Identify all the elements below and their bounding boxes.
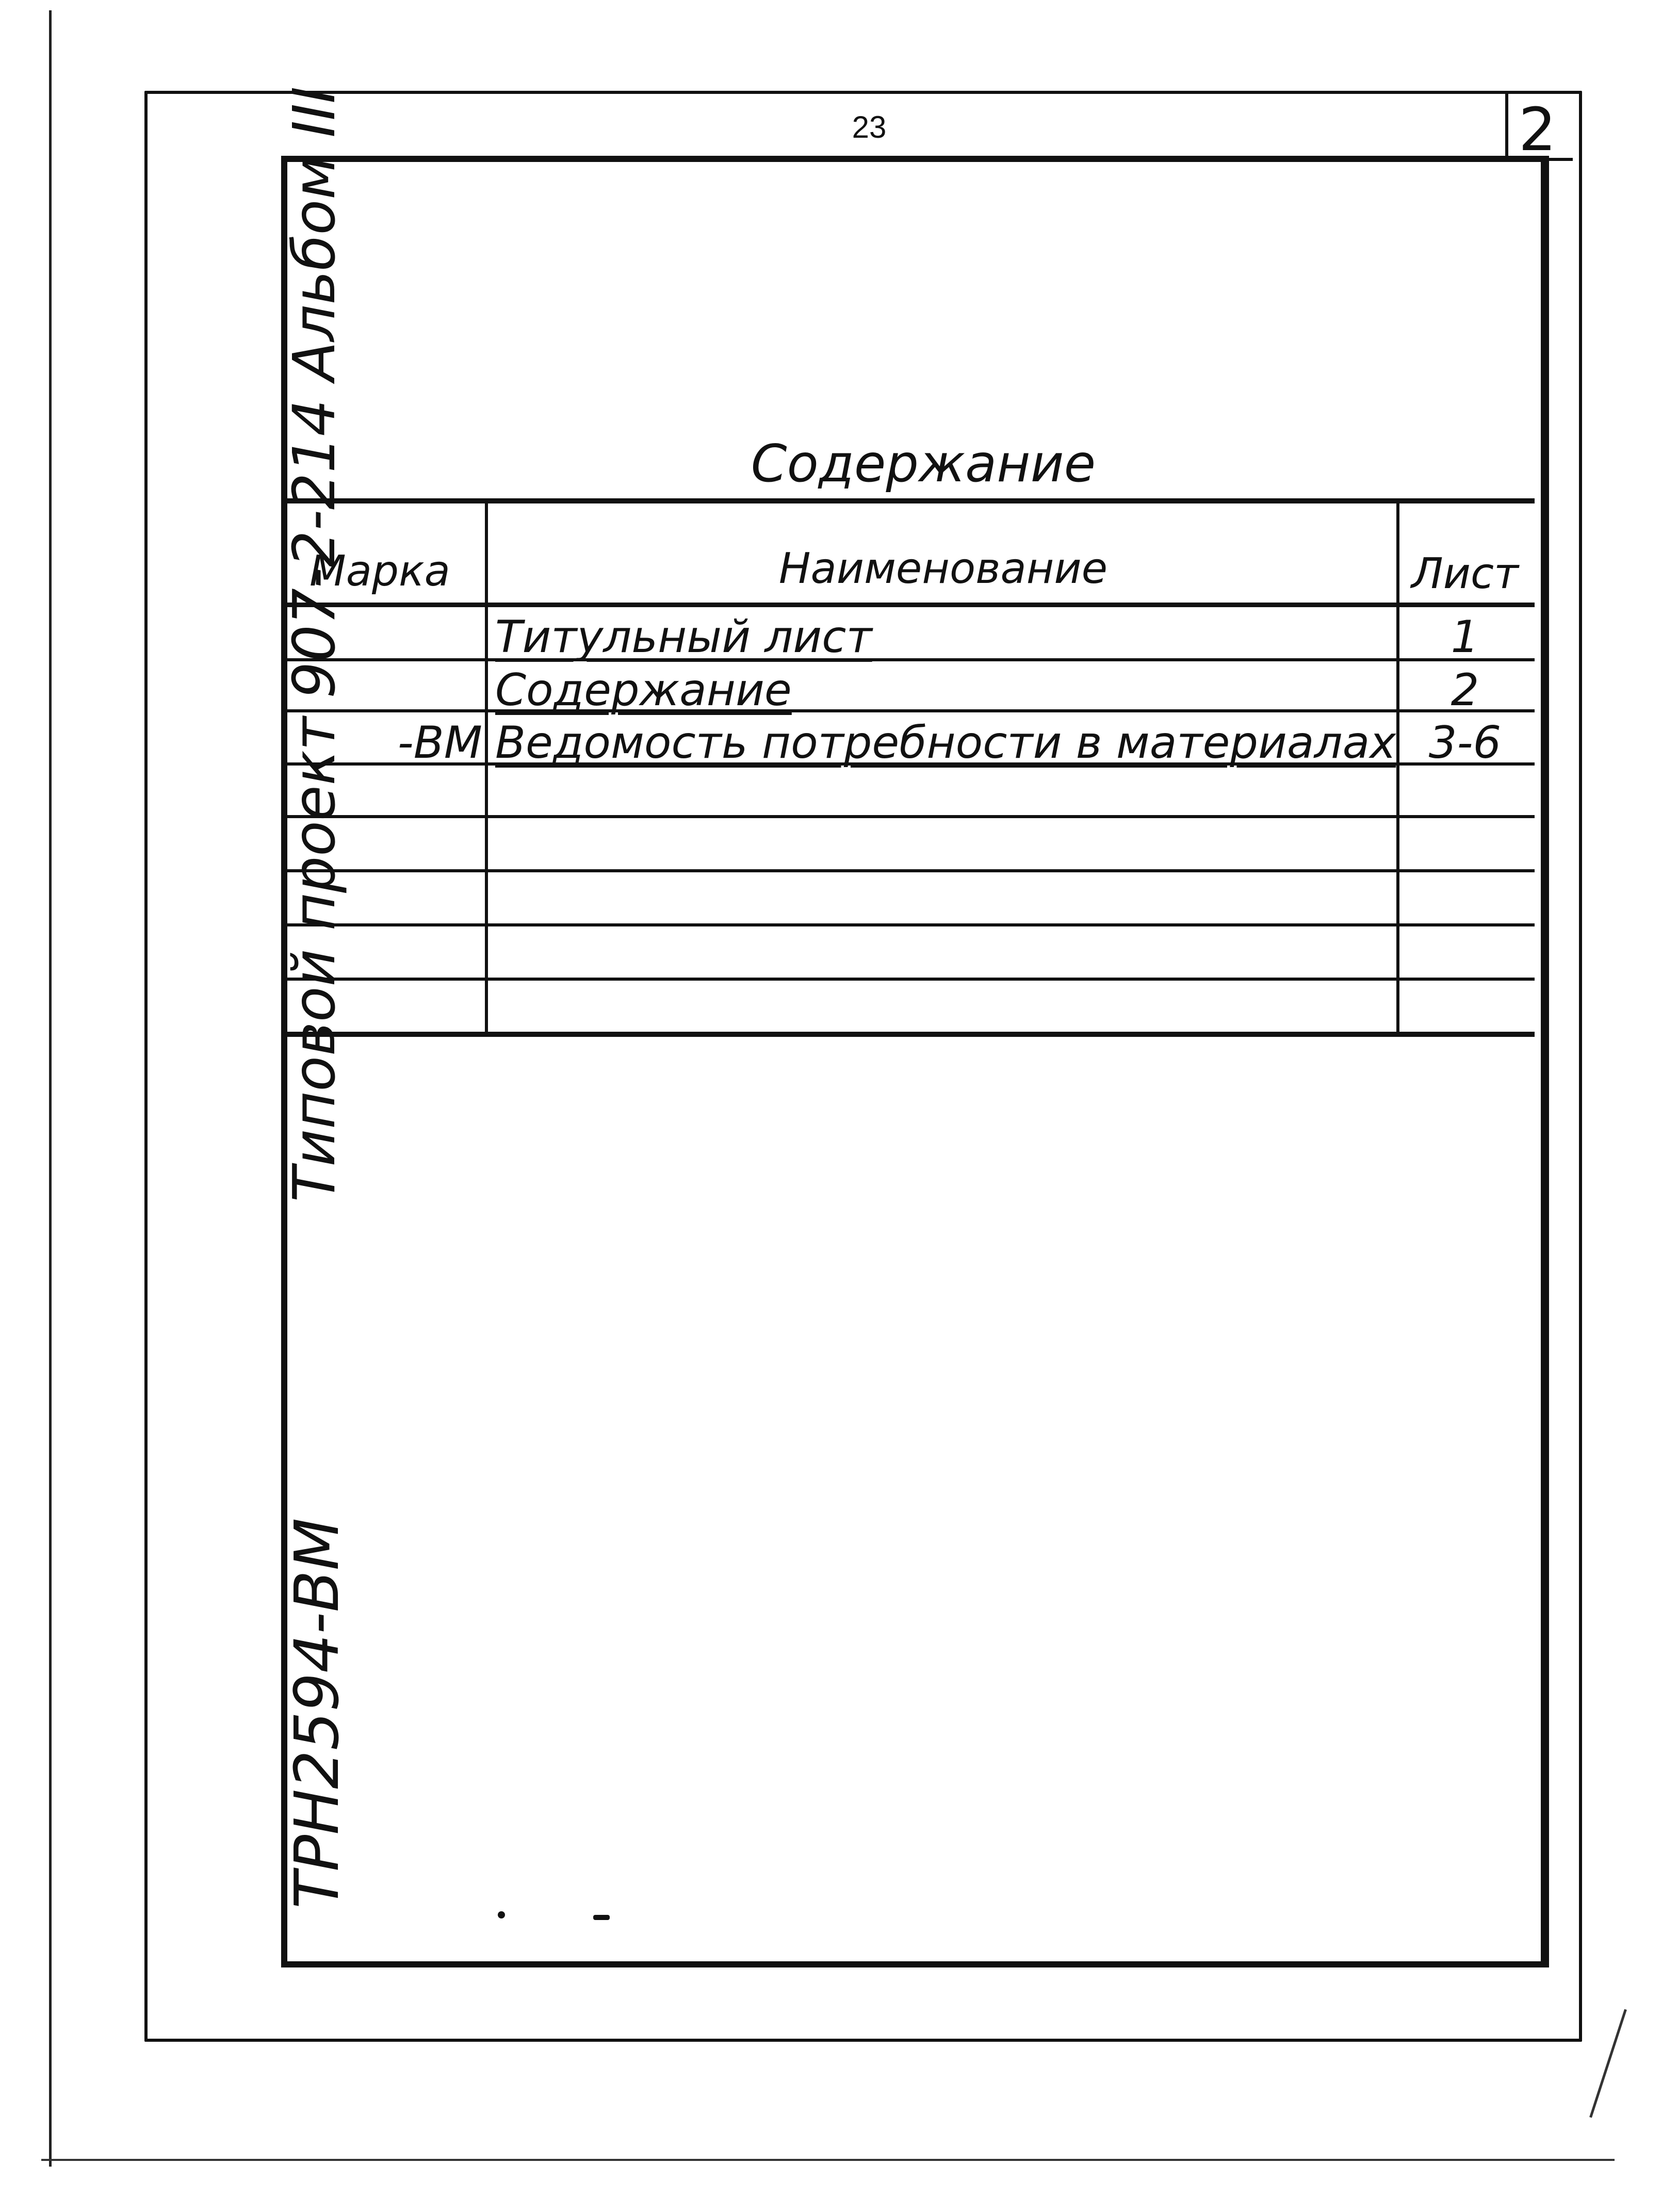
row-line: [287, 978, 1535, 981]
header-bottom-line: [287, 603, 1535, 607]
scan-left-edge: [49, 10, 52, 2167]
row-2-name: Содержание: [495, 664, 792, 716]
row-line: [287, 869, 1535, 872]
header-name: Наименование: [778, 544, 1108, 593]
table-top-line: [287, 498, 1535, 503]
row-3-mark: -ВМ: [397, 717, 482, 769]
row-3-sheet: 3-6: [1428, 717, 1502, 769]
row-line: [287, 923, 1535, 926]
row-3-name: Ведомость потребности в материалах: [495, 717, 1396, 769]
inner-frame: [281, 156, 1549, 1967]
row-1-sheet: 1: [1451, 611, 1479, 663]
table-bottom-line: [287, 1032, 1535, 1037]
scan-right-mark: [1589, 2009, 1627, 2118]
row-1-name: Титульный лист: [495, 611, 872, 663]
column-divider: [485, 498, 488, 1035]
row-line: [287, 709, 1535, 712]
header-mark: Марка: [309, 547, 450, 596]
side-stamp-code: ТРН2594-ВМ: [281, 1518, 352, 1909]
row-2-sheet: 2: [1451, 664, 1479, 716]
row-line: [287, 658, 1535, 661]
document-title: Содержание: [751, 433, 1096, 494]
scan-speck: [593, 1915, 610, 1920]
scan-speck: [498, 1911, 505, 1918]
header-sheet: Лист: [1411, 549, 1519, 598]
row-line: [287, 815, 1535, 818]
sheet-number: 2: [1518, 95, 1557, 165]
side-stamp-project: Типовой проект 907-2-214 Альбом III: [281, 86, 348, 1202]
page-number: 23: [852, 110, 887, 144]
scan-bottom-edge: [41, 2159, 1615, 2161]
